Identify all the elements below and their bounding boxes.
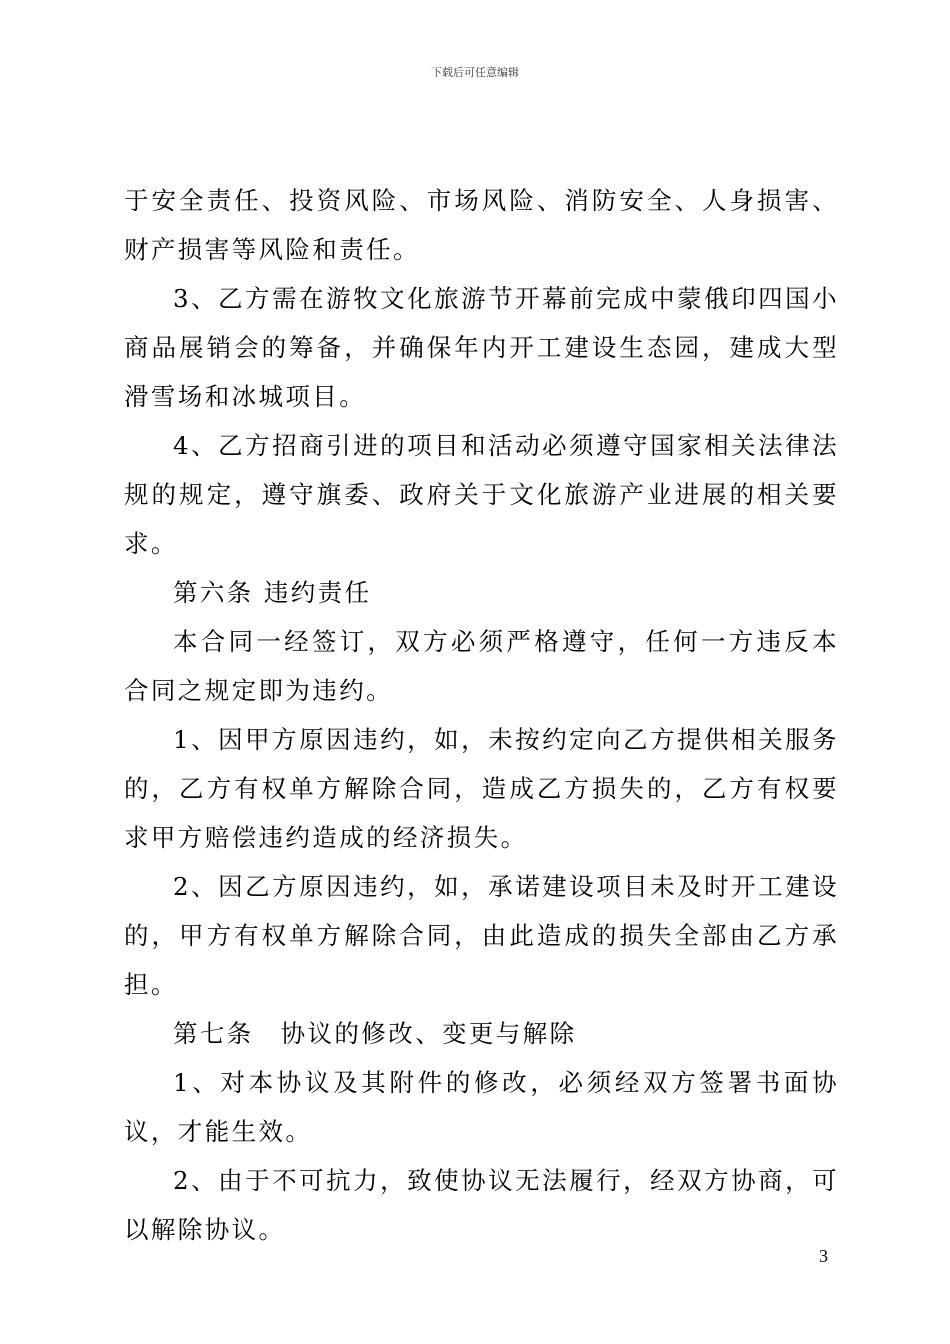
paragraph-article-7-item-2: 2、由于不可抗力，致使协议无法履行，经双方协商，可以解除协议。 — [124, 1166, 839, 1244]
document-body — [124, 176, 839, 1254]
page-header: 下载后可任意编辑 — [431, 66, 519, 79]
section-heading-article-6: 第六条 违约责任 — [173, 578, 372, 607]
paragraph-article-6-intro: 本合同一经签订，双方必须严格遵守，任何一方违反本合同之规定即为违约。 — [124, 627, 839, 705]
paragraph-article-6-item-2: 2、因乙方原因违约，如，承诺建设项目未及时开工建设的，甲方有权单方解除合同，由此造成的损失全部由乙方承担。 — [124, 872, 839, 999]
page-number: 3 — [819, 1246, 828, 1266]
paragraph-continuation: 于安全责任、投资风险、市场风险、消防安全、人身损害、财产损害等风险和责任。 — [124, 186, 839, 264]
paragraph-article-6-item-1: 1、因甲方原因违约，如，未按约定向乙方提供相关服务的，乙方有权单方解除合同，造成乙方损失的，乙方有权要求甲方赔偿违约造成的经济损失。 — [124, 725, 839, 852]
paragraph-article-7-item-1: 1、对本协议及其附件的修改，必须经双方签署书面协议，才能生效。 — [124, 1068, 839, 1146]
paragraph-clause-4: 4、乙方招商引进的项目和活动必须遵守国家相关法律法规的规定，遵守旗委、政府关于文化旅游产业进展的相关要求。 — [124, 431, 839, 558]
paragraph-clause-3: 3、乙方需在游牧文化旅游节开幕前完成中蒙俄印四国小商品展销会的筹备，并确保年内开工建设生态园，建成大型滑雪场和冰城项目。 — [124, 284, 839, 411]
section-heading-article-7: 第七条 协议的修改、变更与解除 — [173, 1019, 577, 1048]
